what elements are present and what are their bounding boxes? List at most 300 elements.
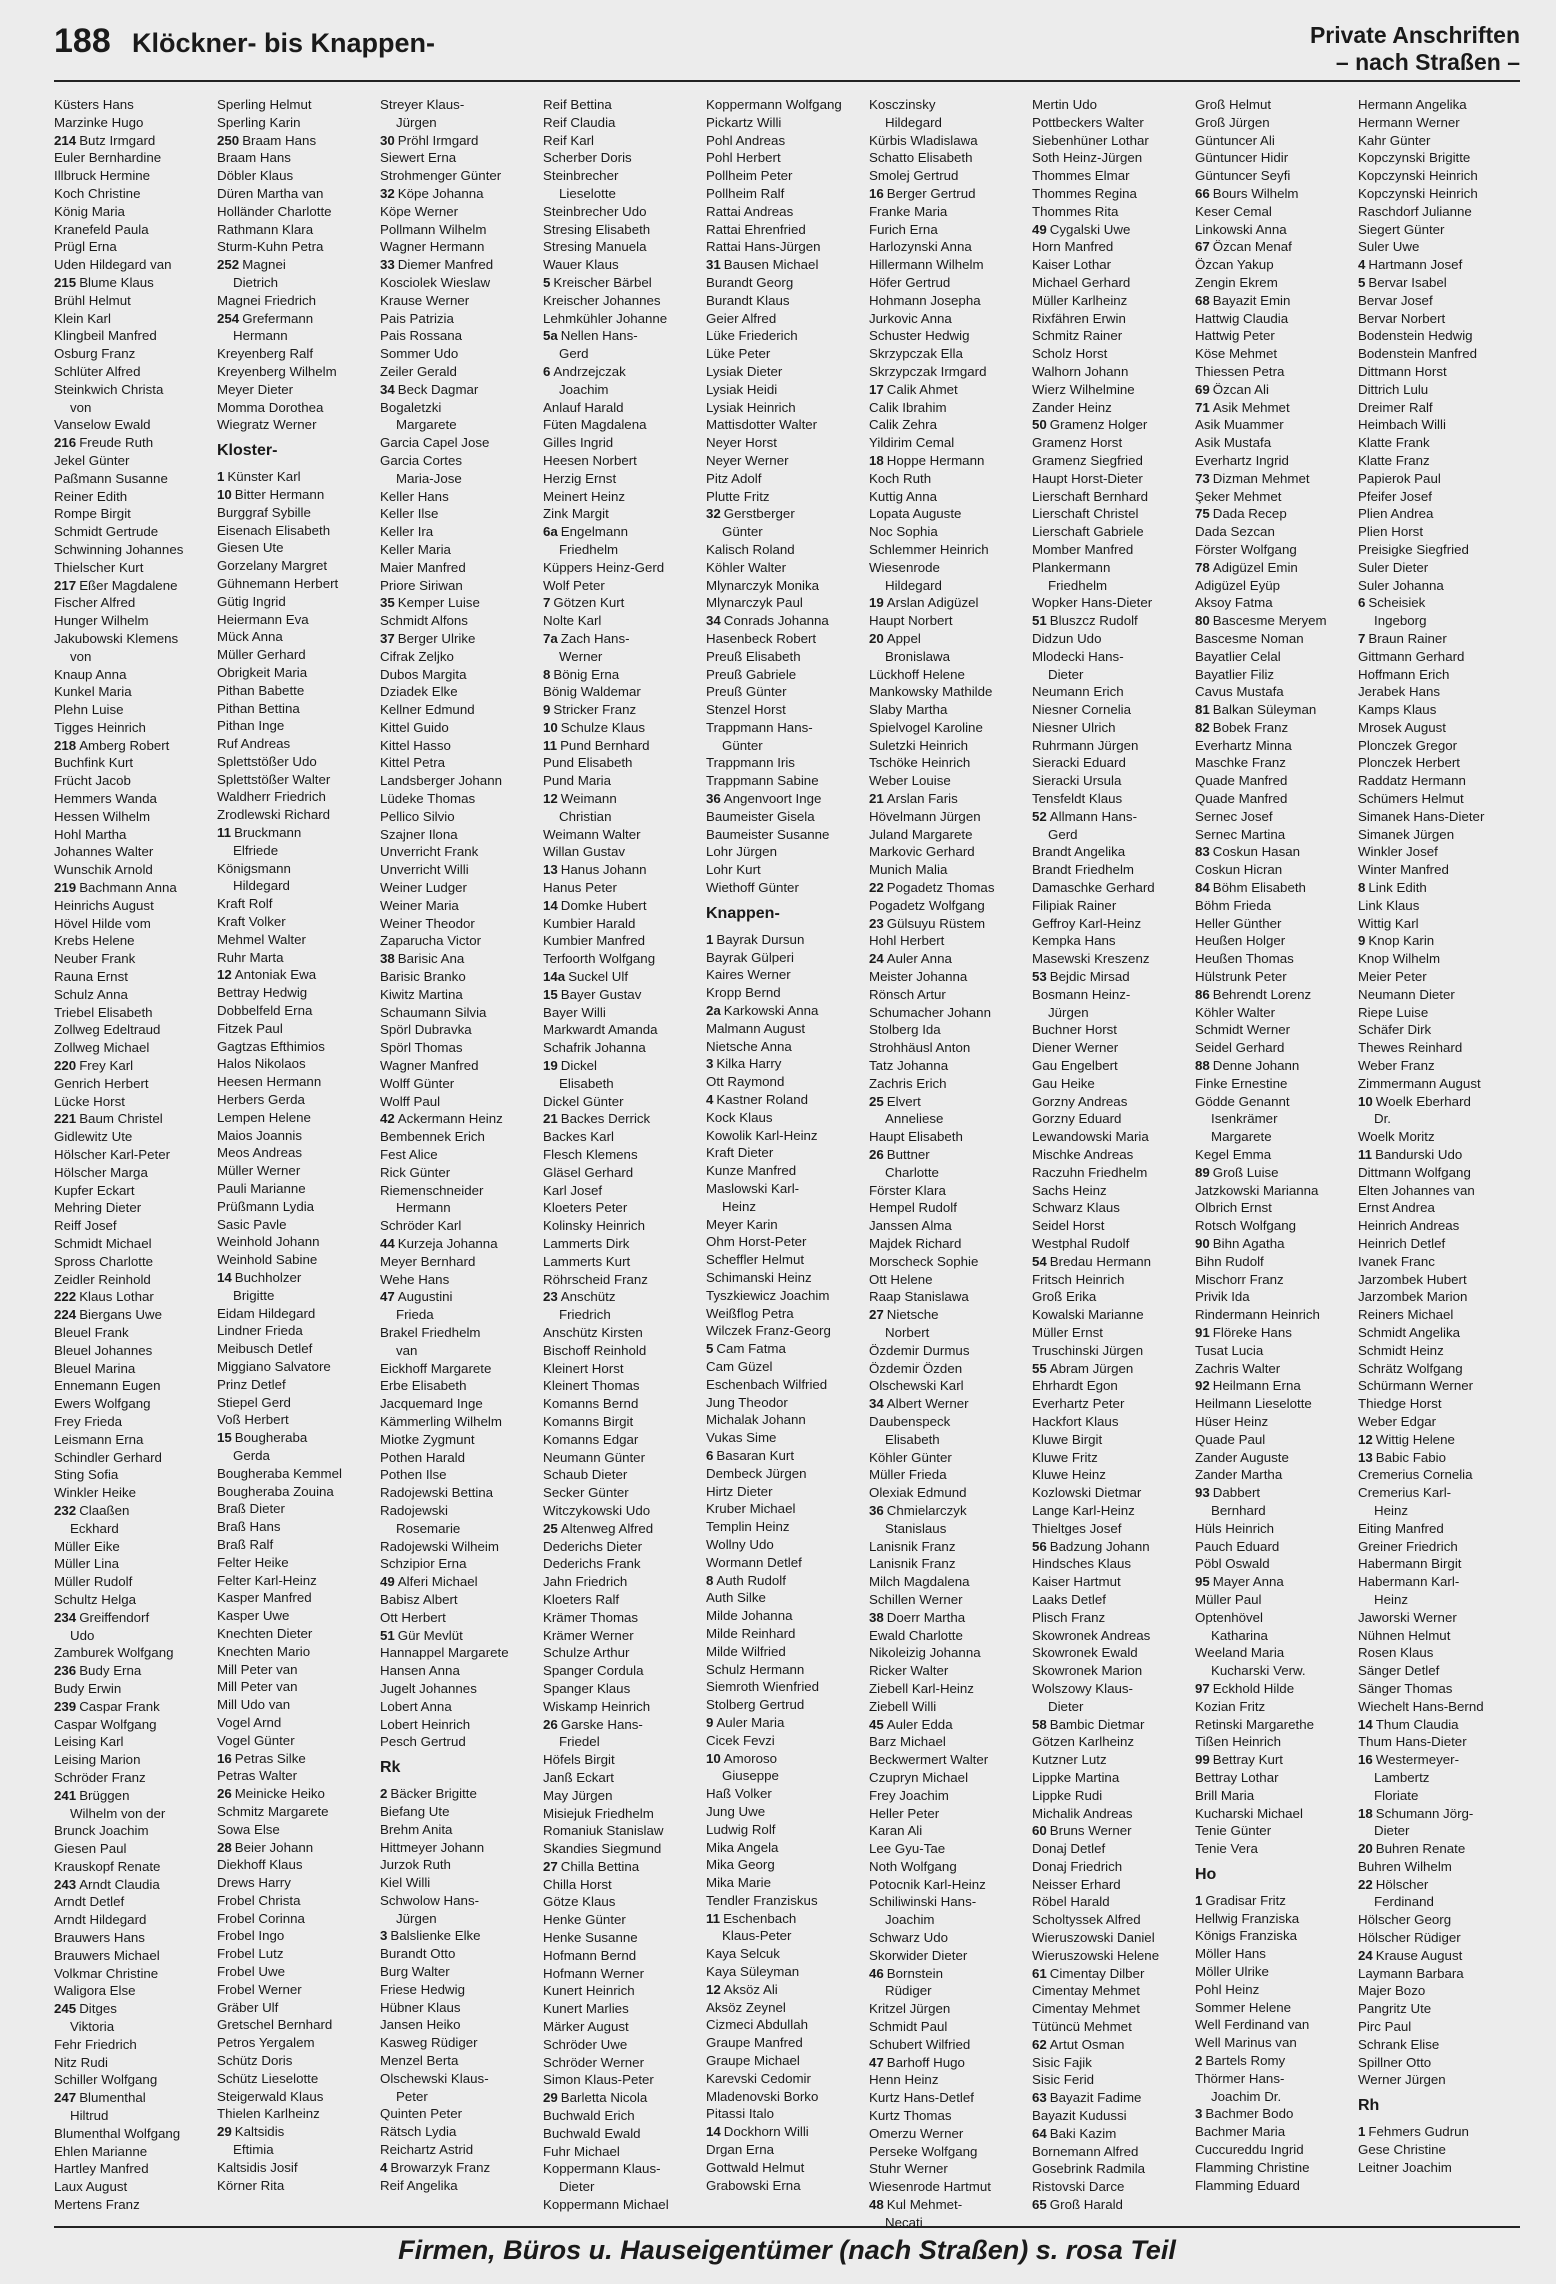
resident-entry bbox=[869, 897, 1032, 915]
resident-name: Templin Heinz bbox=[706, 1519, 790, 1535]
resident-name: Siemroth Wienfried bbox=[706, 1679, 820, 1695]
resident-name: Weeland Maria bbox=[1195, 1645, 1285, 1661]
resident-entry bbox=[217, 700, 380, 718]
resident-name: Sperling Helmut bbox=[217, 97, 312, 112]
resident-entry bbox=[380, 132, 543, 150]
resident-name: Tenie Vera bbox=[1195, 1841, 1258, 1857]
resident-name: Groß Jürgen bbox=[1195, 114, 1270, 130]
resident-name: Siegert Günter bbox=[1358, 221, 1445, 237]
resident-entry bbox=[1195, 1324, 1358, 1342]
resident-name: Jacquemard Inge bbox=[380, 1396, 483, 1412]
resident-entry bbox=[543, 1947, 706, 1965]
resident-name: Bayazit Emin bbox=[1212, 292, 1291, 308]
resident-entry bbox=[869, 754, 1032, 772]
resident-name: Furich Erna bbox=[869, 221, 938, 237]
resident-name: Ingeborg bbox=[1374, 613, 1427, 629]
resident-entry bbox=[869, 772, 1032, 790]
resident-name: Cicek Fevzi bbox=[706, 1732, 775, 1748]
resident-entry bbox=[706, 1322, 869, 1340]
resident-name: Küppers Heinz-Gerd bbox=[543, 559, 665, 575]
resident-entry bbox=[1358, 1840, 1521, 1858]
resident-name: Albert Werner bbox=[886, 1396, 969, 1412]
resident-entry bbox=[217, 1999, 380, 2017]
resident-entry bbox=[380, 683, 543, 701]
resident-entry bbox=[1195, 1520, 1358, 1538]
house-number: 64 bbox=[1032, 2125, 1047, 2141]
resident-entry bbox=[217, 2141, 380, 2159]
resident-name: Köpe Johanna bbox=[397, 185, 484, 201]
resident-name: Allmann Hans- bbox=[1049, 808, 1137, 824]
resident-entry bbox=[217, 1661, 380, 1679]
resident-name: Königsmann bbox=[217, 860, 291, 876]
resident-entry bbox=[1032, 1965, 1195, 1983]
resident-name: Kunert Heinrich bbox=[543, 1983, 635, 1999]
resident-name: Gittmann Gerhard bbox=[1358, 648, 1465, 664]
resident-name: Neumann Dieter bbox=[1358, 986, 1455, 1002]
resident-entry bbox=[380, 1874, 543, 1892]
house-number: 78 bbox=[1195, 559, 1210, 575]
resident-name: Stolberg Ida bbox=[869, 1022, 941, 1038]
house-number: 11 bbox=[543, 737, 558, 753]
resident-name: Dietrich bbox=[233, 274, 279, 290]
resident-entry bbox=[1032, 1929, 1195, 1947]
resident-entry bbox=[869, 719, 1032, 737]
resident-name: Dada Sezcan bbox=[1195, 524, 1275, 540]
resident-name: Landsberger Johann bbox=[380, 773, 502, 789]
resident-entry bbox=[1195, 1075, 1358, 1093]
resident-entry bbox=[1032, 1093, 1195, 1111]
resident-name: Heinz bbox=[722, 1198, 756, 1214]
house-number: 95 bbox=[1195, 1574, 1210, 1590]
resident-name: Wopker Hans-Dieter bbox=[1032, 595, 1153, 611]
resident-entry bbox=[706, 1839, 869, 1857]
resident-entry bbox=[54, 1502, 217, 1520]
resident-entry bbox=[1032, 594, 1195, 612]
resident-entry bbox=[380, 1449, 543, 1467]
resident-name: Olbrich Ernst bbox=[1195, 1200, 1272, 1216]
resident-name: Kritzel Jürgen bbox=[869, 2001, 951, 2017]
resident-entry bbox=[869, 1965, 1032, 1983]
resident-entry bbox=[1032, 1680, 1195, 1698]
resident-entry bbox=[217, 1269, 380, 1287]
resident-entry bbox=[1195, 1751, 1358, 1769]
resident-entry bbox=[217, 345, 380, 363]
resident-name: Markwardt Amanda bbox=[543, 1022, 658, 1038]
resident-entry bbox=[543, 1982, 706, 2000]
resident-name: Koppermann Klaus- bbox=[543, 2161, 661, 2177]
resident-entry bbox=[869, 594, 1032, 612]
resident-entry bbox=[54, 1021, 217, 1039]
resident-name: Soth Heinz-Jürgen bbox=[1032, 150, 1143, 166]
resident-entry bbox=[380, 1963, 543, 1981]
resident-name: Schaub Dieter bbox=[543, 1467, 628, 1483]
resident-name: Klaus Lothar bbox=[79, 1289, 154, 1305]
resident-name: Gorzelany Margret bbox=[217, 558, 328, 574]
resident-name: Floriate bbox=[1374, 1787, 1419, 1803]
resident-entry bbox=[543, 149, 706, 167]
resident-entry bbox=[1195, 648, 1358, 666]
resident-name: May Jürgen bbox=[543, 1787, 613, 1803]
resident-name: Katharina bbox=[1211, 1627, 1268, 1643]
resident-name: Kolinsky Heinrich bbox=[543, 1218, 645, 1234]
house-number: 44 bbox=[380, 1236, 395, 1251]
resident-name: Bachmer Maria bbox=[1195, 2124, 1286, 2140]
header-category-line2: – nach Straßen – bbox=[1335, 49, 1520, 75]
resident-name: Stricker Franz bbox=[553, 702, 637, 718]
resident-entry bbox=[543, 1538, 706, 1556]
resident-entry bbox=[869, 327, 1032, 345]
resident-entry bbox=[706, 949, 869, 967]
resident-entry bbox=[706, 1073, 869, 1091]
resident-entry bbox=[706, 2141, 869, 2159]
resident-name: Heimbach Willi bbox=[1358, 417, 1446, 433]
resident-name: Schrätz Wolfgang bbox=[1358, 1360, 1463, 1376]
resident-entry bbox=[54, 1253, 217, 1271]
resident-name: Gerd bbox=[1048, 826, 1078, 842]
resident-entry bbox=[1032, 1893, 1195, 1911]
resident-name: Rattai Andreas bbox=[706, 203, 794, 219]
resident-entry bbox=[1032, 2125, 1195, 2143]
resident-name: Köhler Walter bbox=[1195, 1004, 1276, 1020]
resident-entry bbox=[869, 826, 1032, 844]
resident-entry bbox=[1358, 1057, 1521, 1075]
resident-entry bbox=[54, 114, 217, 132]
house-number: 53 bbox=[1032, 969, 1047, 985]
resident-name: Auth Silke bbox=[706, 1590, 766, 1606]
resident-name: Schümers Helmut bbox=[1358, 791, 1464, 807]
resident-entry bbox=[869, 1893, 1032, 1911]
resident-name: Jürgen bbox=[1048, 1004, 1089, 1020]
resident-entry bbox=[380, 2052, 543, 2070]
resident-entry bbox=[1358, 612, 1521, 630]
resident-name: Plehn Luise bbox=[54, 702, 124, 718]
resident-name: Gretschel Bernhard bbox=[217, 2017, 333, 2033]
resident-entry bbox=[54, 327, 217, 345]
resident-entry bbox=[1032, 114, 1195, 132]
resident-entry bbox=[380, 1377, 543, 1395]
resident-name: Müller Paul bbox=[1195, 1591, 1262, 1607]
resident-entry bbox=[217, 1465, 380, 1483]
resident-name: Hattwig Peter bbox=[1195, 328, 1275, 344]
resident-name: Plisch Franz bbox=[1032, 1609, 1106, 1625]
resident-entry bbox=[217, 1251, 380, 1269]
resident-name: Uden Hildegard van bbox=[54, 257, 172, 273]
resident-entry bbox=[1032, 1253, 1195, 1271]
resident-entry bbox=[54, 1413, 217, 1431]
resident-name: Schütz Doris bbox=[217, 2053, 293, 2069]
resident-name: Chilla Horst bbox=[543, 1876, 612, 1892]
resident-name: Wiechelt Hans-Bernd bbox=[1358, 1698, 1484, 1714]
resident-name: Riemenschneider bbox=[380, 1182, 484, 1198]
resident-entry bbox=[217, 1073, 380, 1091]
resident-entry bbox=[1358, 1698, 1521, 1716]
resident-entry bbox=[54, 1324, 217, 1342]
resident-entry bbox=[869, 1805, 1032, 1823]
resident-entry bbox=[1358, 1929, 1521, 1947]
resident-entry bbox=[1358, 1982, 1521, 2000]
resident-entry bbox=[706, 1678, 869, 1696]
resident-entry bbox=[869, 843, 1032, 861]
resident-name: Jaworski Werner bbox=[1358, 1609, 1457, 1625]
resident-name: Janssen Alma bbox=[869, 1218, 952, 1234]
resident-name: Priore Siriwan bbox=[380, 577, 463, 593]
resident-entry bbox=[217, 1589, 380, 1607]
resident-name: Röbel Harald bbox=[1032, 1894, 1110, 1910]
resident-entry bbox=[54, 2196, 217, 2214]
resident-name: Jakubowski Klemens bbox=[54, 630, 179, 646]
resident-entry bbox=[54, 915, 217, 933]
resident-name: Meinert Heinz bbox=[543, 488, 626, 504]
resident-name: Arslan Faris bbox=[886, 791, 958, 807]
resident-name: Schulz Anna bbox=[54, 986, 128, 1002]
resident-name: Bervar Josef bbox=[1358, 292, 1433, 308]
house-number: 247 bbox=[54, 2090, 77, 2106]
resident-entry bbox=[706, 577, 869, 595]
resident-name: Bougheraba bbox=[234, 1430, 308, 1446]
resident-name: Kamps Klaus bbox=[1358, 702, 1437, 718]
resident-name: Reif Claudia bbox=[543, 114, 616, 130]
resident-entry bbox=[706, 2105, 869, 2123]
resident-name: Leising Marion bbox=[54, 1752, 141, 1768]
resident-name: Coskun Hasan bbox=[1212, 844, 1301, 860]
resident-name: Bornstein bbox=[886, 1965, 943, 1981]
resident-entry bbox=[1195, 327, 1358, 345]
resident-entry bbox=[543, 185, 706, 203]
resident-name: Scheisiek bbox=[1368, 595, 1426, 611]
resident-entry bbox=[706, 1251, 869, 1269]
resident-entry bbox=[543, 434, 706, 452]
resident-name: Filipiak Rainer bbox=[1032, 897, 1117, 913]
resident-name: Dr. bbox=[1374, 1111, 1391, 1127]
resident-entry bbox=[869, 505, 1032, 523]
resident-entry bbox=[380, 559, 543, 577]
resident-name: Asik Mustafa bbox=[1195, 435, 1272, 451]
resident-entry bbox=[217, 1411, 380, 1429]
resident-entry bbox=[1032, 327, 1195, 345]
resident-name: Dada Recep bbox=[1212, 506, 1287, 522]
resident-name: Karl Josef bbox=[543, 1182, 603, 1198]
resident-entry bbox=[1195, 541, 1358, 559]
resident-name: Scholz Horst bbox=[1032, 346, 1108, 362]
resident-name: Graupe Manfred bbox=[706, 2035, 803, 2051]
resident-entry bbox=[217, 504, 380, 522]
resident-entry bbox=[380, 523, 543, 541]
resident-name: Christian bbox=[559, 808, 612, 824]
resident-entry bbox=[1195, 256, 1358, 274]
resident-name: Elisabeth bbox=[885, 1431, 940, 1447]
resident-name: Hölscher Karl-Peter bbox=[54, 1147, 171, 1163]
resident-entry bbox=[706, 2159, 869, 2177]
resident-name: Weber Edgar bbox=[1358, 1413, 1437, 1429]
resident-name: Schwarz Klaus bbox=[1032, 1200, 1120, 1216]
resident-entry bbox=[1195, 434, 1358, 452]
resident-name: Kilka Harry bbox=[716, 1056, 782, 1072]
resident-entry bbox=[54, 737, 217, 755]
resident-entry bbox=[1195, 470, 1358, 488]
resident-name: Stenzel Horst bbox=[706, 702, 786, 718]
resident-name: Babisz Albert bbox=[380, 1591, 458, 1607]
resident-name: Cifrak Zeljko bbox=[380, 648, 454, 664]
resident-name: Seidel Gerhard bbox=[1195, 1040, 1285, 1056]
resident-entry bbox=[380, 1716, 543, 1734]
resident-entry bbox=[1195, 452, 1358, 470]
resident-entry bbox=[869, 1004, 1032, 1022]
resident-name: Leising Karl bbox=[54, 1734, 124, 1750]
resident-name: Milch Magdalena bbox=[869, 1574, 970, 1590]
resident-entry bbox=[543, 1271, 706, 1289]
resident-entry bbox=[543, 1377, 706, 1395]
house-number: 89 bbox=[1195, 1164, 1210, 1180]
resident-entry bbox=[380, 434, 543, 452]
resident-entry bbox=[54, 1431, 217, 1449]
resident-entry bbox=[1032, 185, 1195, 203]
resident-entry bbox=[869, 1021, 1032, 1039]
resident-name: Röhrscheid Franz bbox=[543, 1271, 648, 1287]
resident-entry bbox=[380, 630, 543, 648]
resident-entry bbox=[380, 1164, 543, 1182]
resident-name: Well Ferdinand van bbox=[1195, 2017, 1310, 2033]
resident-entry bbox=[54, 1840, 217, 1858]
resident-entry bbox=[1358, 488, 1521, 506]
resident-name: Skrzypczak Ella bbox=[869, 346, 963, 362]
resident-entry bbox=[543, 203, 706, 221]
resident-entry bbox=[869, 950, 1032, 968]
resident-entry bbox=[1195, 238, 1358, 256]
resident-entry bbox=[217, 238, 380, 256]
resident-entry bbox=[543, 1787, 706, 1805]
resident-entry bbox=[706, 203, 869, 221]
resident-name: Friedel bbox=[559, 1734, 600, 1750]
resident-name: Didzun Udo bbox=[1032, 630, 1102, 646]
resident-entry bbox=[217, 2034, 380, 2052]
resident-entry bbox=[543, 2178, 706, 2196]
resident-entry bbox=[54, 2107, 217, 2125]
resident-entry bbox=[217, 274, 380, 292]
resident-entry bbox=[1032, 416, 1195, 434]
resident-name: Brandt Friedhelm bbox=[1032, 862, 1134, 878]
resident-entry bbox=[217, 1233, 380, 1251]
resident-entry bbox=[380, 897, 543, 915]
resident-name: Dieter bbox=[1048, 1698, 1084, 1714]
resident-entry bbox=[1358, 1093, 1521, 1111]
house-number: 19 bbox=[869, 595, 884, 611]
resident-entry bbox=[1358, 1395, 1521, 1413]
resident-entry bbox=[54, 1271, 217, 1289]
house-number: 15 bbox=[543, 986, 558, 1002]
resident-name: Greiffendorf bbox=[79, 1609, 150, 1625]
resident-name: Nitz Rudi bbox=[54, 2054, 108, 2070]
resident-name: Kunkel Maria bbox=[54, 684, 132, 700]
resident-entry bbox=[1195, 1199, 1358, 1217]
resident-name: Bervar Isabel bbox=[1368, 274, 1447, 290]
resident-name: Brauwers Michael bbox=[54, 1947, 160, 1963]
resident-entry bbox=[706, 984, 869, 1002]
resident-entry bbox=[380, 1075, 543, 1093]
resident-entry bbox=[217, 593, 380, 611]
resident-name: Bervar Norbert bbox=[1358, 310, 1446, 326]
resident-entry bbox=[1358, 1182, 1521, 1200]
resident-entry bbox=[1358, 2036, 1521, 2054]
resident-entry bbox=[1358, 772, 1521, 790]
resident-entry bbox=[1195, 1627, 1358, 1645]
resident-entry bbox=[54, 648, 217, 666]
resident-name: Hellwig Franziska bbox=[1195, 1910, 1300, 1926]
resident-name: Gosebrink Radmila bbox=[1032, 2161, 1146, 2177]
resident-entry bbox=[1032, 1911, 1195, 1929]
resident-entry bbox=[1195, 2123, 1358, 2141]
resident-entry bbox=[1358, 1680, 1521, 1698]
resident-entry bbox=[380, 1981, 543, 1999]
resident-name: Engelmann bbox=[560, 524, 629, 540]
resident-name: Radojewski bbox=[380, 1502, 448, 1518]
house-number: 83 bbox=[1195, 844, 1210, 860]
resident-name: Flamming Eduard bbox=[1195, 2177, 1300, 2193]
resident-entry bbox=[869, 1182, 1032, 1200]
resident-name: Suler Dieter bbox=[1358, 559, 1429, 575]
resident-entry bbox=[1358, 274, 1521, 292]
resident-entry bbox=[706, 790, 869, 808]
resident-name: Morscheck Sophie bbox=[869, 1253, 979, 1269]
resident-entry bbox=[54, 1484, 217, 1502]
resident-entry bbox=[54, 292, 217, 310]
resident-entry bbox=[54, 167, 217, 185]
resident-entry bbox=[54, 1555, 217, 1573]
resident-name: Andrzejczak bbox=[553, 363, 626, 379]
resident-entry bbox=[706, 1055, 869, 1073]
resident-name: Harlozynski Anna bbox=[869, 239, 972, 255]
resident-entry bbox=[1195, 1146, 1358, 1164]
resident-name: Fischer Alfred bbox=[54, 595, 136, 611]
resident-entry bbox=[1195, 1805, 1358, 1823]
resident-entry bbox=[217, 1750, 380, 1768]
resident-entry bbox=[54, 754, 217, 772]
resident-entry bbox=[869, 1413, 1032, 1431]
resident-entry bbox=[380, 185, 543, 203]
resident-entry bbox=[1032, 203, 1195, 221]
resident-entry bbox=[54, 950, 217, 968]
resident-name: Jerabek Hans bbox=[1358, 684, 1441, 700]
resident-entry bbox=[543, 1680, 706, 1698]
resident-entry bbox=[1358, 114, 1521, 132]
resident-entry bbox=[869, 167, 1032, 185]
resident-entry bbox=[54, 1680, 217, 1698]
resident-name: Dobbelfeld Erna bbox=[217, 1003, 313, 1019]
resident-name: Biefang Ute bbox=[380, 1803, 450, 1819]
resident-name: Conrads Johanna bbox=[723, 613, 829, 629]
resident-entry bbox=[543, 1466, 706, 1484]
resident-name: Bönig Erna bbox=[553, 666, 620, 682]
resident-name: Gür Mevlüt bbox=[397, 1627, 463, 1643]
resident-entry bbox=[1195, 1910, 1358, 1928]
resident-name: Elfriede bbox=[233, 842, 279, 858]
resident-entry bbox=[54, 1982, 217, 2000]
resident-name: Suletzki Heinrich bbox=[869, 737, 969, 753]
resident-name: Prinz Detlef bbox=[217, 1376, 286, 1392]
resident-name: Damaschke Gerhard bbox=[1032, 880, 1155, 896]
resident-entry bbox=[1358, 577, 1521, 595]
resident-name: Braß Dieter bbox=[217, 1501, 285, 1517]
resident-name: Stresing Manuela bbox=[543, 239, 647, 255]
resident-entry bbox=[54, 1004, 217, 1022]
resident-entry bbox=[217, 1322, 380, 1340]
resident-name: Hillermann Wilhelm bbox=[869, 257, 984, 273]
resident-name: Pohl Herbert bbox=[706, 150, 781, 166]
resident-name: Cimentay Mehmet bbox=[1032, 2001, 1140, 2017]
resident-entry bbox=[217, 1500, 380, 1518]
resident-entry bbox=[1195, 577, 1358, 595]
resident-entry bbox=[543, 327, 706, 345]
house-number: 49 bbox=[380, 1574, 395, 1590]
